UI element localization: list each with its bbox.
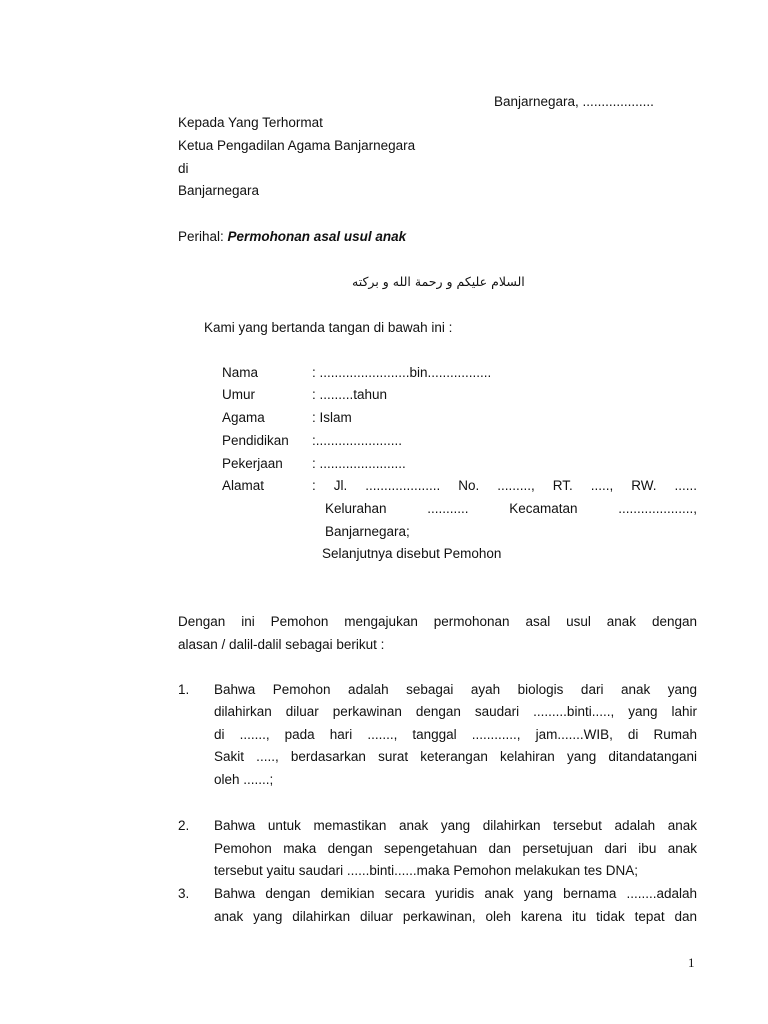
addressee-line-3: di (178, 161, 189, 176)
list-item-line: di ......., pada hari ......., tanggal ............, jam.......WIB, di Rumah (214, 727, 697, 742)
opening-paragraph-line-1: Dengan ini Pemohon mengajukan permohonan asal usul anak dengan (178, 614, 697, 629)
intro-text: Kami yang bertanda tangan di bawah ini : (204, 320, 453, 335)
identity-label-alamat: Alamat (222, 478, 265, 493)
page-number: 1 (688, 955, 695, 970)
list-item-line: Sakit ....., berdasarkan surat keterangan kelahiran yang ditandatangani (214, 749, 697, 764)
addressee-line-1: Kepada Yang Terhormat (178, 115, 323, 130)
list-item-line: dilahirkan diluar perkawinan dengan saudari .........binti....., yang lahir (214, 704, 697, 719)
address-line-1: : Jl. .................... No. ........., RT. ....., RW. ...... (312, 478, 697, 493)
address-line-3: Banjarnegara; (325, 524, 410, 539)
list-item-line: Bahwa Pemohon adalah sebagai ayah biologis dari anak yang (214, 682, 697, 697)
list-item-number: 2. (178, 818, 190, 833)
subject-label: Perihal: (178, 229, 224, 244)
list-item-line: Bahwa dengan demikian secara yuridis anak yang bernama ........adalah (214, 886, 697, 901)
identity-value-pekerjaan: : ....................... (312, 456, 406, 471)
addressee-line-2: Ketua Pengadilan Agama Banjarnegara (178, 138, 416, 153)
identity-value-agama: : Islam (312, 410, 352, 425)
list-item-line: oleh .......; (214, 772, 274, 787)
identity-value-pendidikan: :....................... (312, 433, 403, 448)
addressee-line-4: Banjarnegara (178, 183, 260, 198)
address-line-4: Selanjutnya disebut Pemohon (322, 546, 502, 561)
list-item-number: 1. (178, 682, 190, 697)
identity-label-pekerjaan: Pekerjaan (222, 456, 283, 471)
list-item-line: tersebut yaitu saudari ......binti......maka Pemohon melakukan tes DNA; (214, 863, 638, 878)
list-item-line: anak yang dilahirkan diluar perkawinan, oleh karena itu tidak tepat dan (214, 909, 697, 924)
identity-label-umur: Umur (222, 387, 255, 402)
subject-value: Permohonan asal usul anak (227, 229, 407, 244)
identity-label-nama: Nama (222, 365, 259, 380)
list-item-line: Pemohon maka dengan sepengetahuan dan persetujuan dari ibu anak (214, 841, 697, 856)
arabic-greeting: السلام عليكم و رحمة الله و بركته (352, 274, 525, 289)
place-date: Banjarnegara, ................... (494, 94, 654, 109)
identity-value-umur: : .........tahun (312, 387, 388, 402)
identity-label-pendidikan: Pendidikan (222, 433, 289, 448)
list-item-line: Bahwa untuk memastikan anak yang dilahirkan tersebut adalah anak (214, 818, 697, 833)
list-item-number: 3. (178, 886, 190, 901)
identity-label-agama: Agama (222, 410, 265, 425)
address-line-2: Kelurahan ........... Kecamatan ...................., (325, 501, 697, 516)
identity-value-nama: : ........................bin................. (312, 365, 492, 380)
opening-paragraph-line-2: alasan / dalil-dalil sebagai berikut : (178, 637, 385, 652)
subject-line (178, 226, 406, 249)
